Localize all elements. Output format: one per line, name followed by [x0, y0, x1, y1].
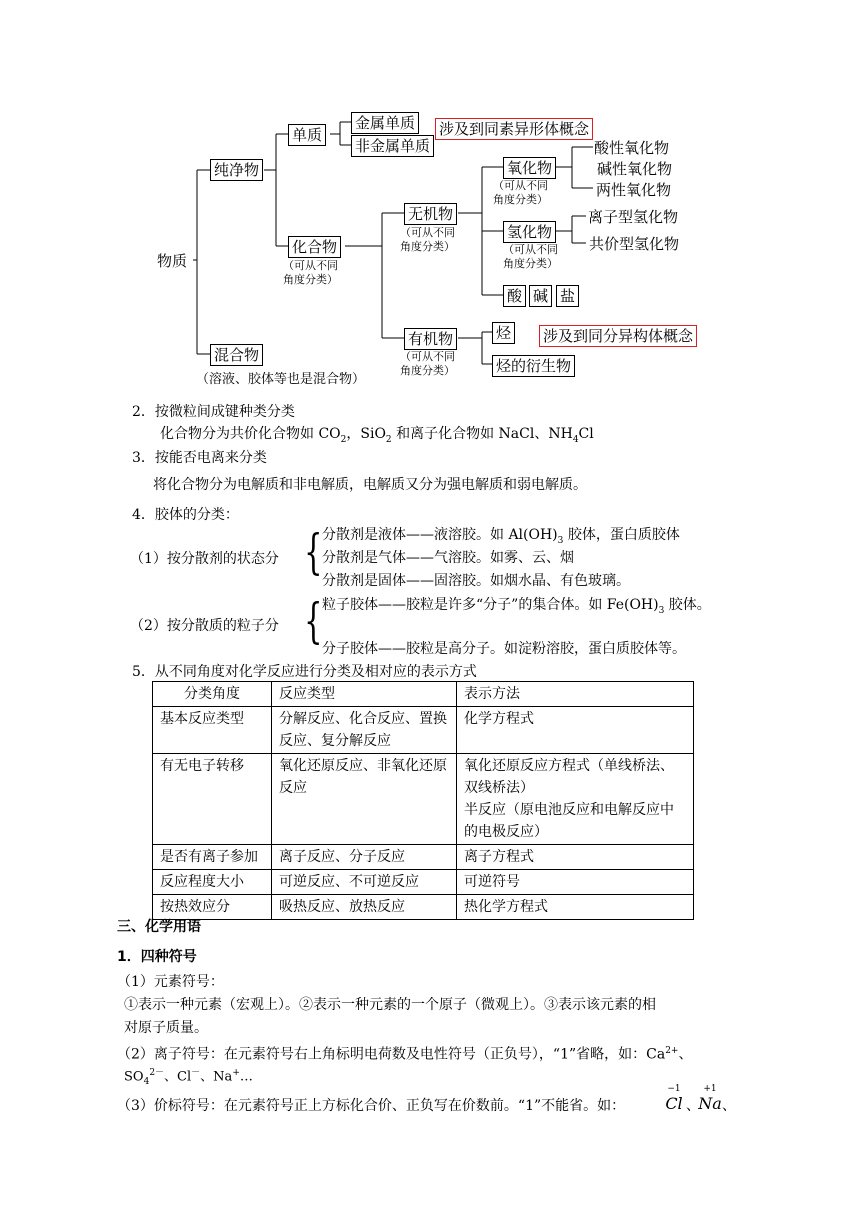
table-header-row — [153, 682, 694, 707]
tree-node-organic: 有机物 — [404, 328, 457, 350]
acidic-oxide: 酸性氧化物 — [594, 139, 670, 157]
colloid-g2-line1: 粒子胶体——胶粒是许多“分子”的集合体。如 $Fe(OH)_3$ 胶体。 — [322, 597, 711, 616]
colloid-group1-label: （1）按分散剂的状态分 — [130, 551, 279, 567]
table-cell: 吸热反应、放热反应 — [272, 895, 457, 920]
table-cell: 离子反应、分子反应 — [272, 845, 457, 870]
table-cell: 分解反应、化合反应、置换反应、复分解反应 — [272, 707, 457, 754]
organic-note: （可从不同 角度分类） — [400, 350, 455, 377]
oxide-note: （可从不同 角度分类） — [493, 179, 548, 206]
tree-node-salt: 盐 — [556, 285, 579, 307]
valence-value: +1 — [703, 1084, 717, 1094]
table-cell — [457, 754, 694, 845]
colloid-g1-line3: 分散剂是固体——固溶胶。如烟水晶、有色玻璃。 — [322, 573, 630, 589]
isomer-note: 涉及到同分异构体概念 — [539, 325, 697, 347]
tree-node-base: 碱 — [529, 285, 552, 307]
tree-node-derivative: 烃的衍生物 — [492, 355, 575, 377]
tree-node-inorganic: 无机物 — [404, 203, 457, 225]
table-cell: 按热效应分 — [153, 895, 272, 920]
compound-note: （可从不同 角度分类） — [283, 259, 338, 286]
tree-node-oxide: 氧化物 — [503, 157, 556, 179]
table-cell: 离子方程式 — [457, 845, 694, 870]
ionic-hydride: 离子型氢化物 — [588, 208, 679, 226]
inorganic-note: （可从不同 角度分类） — [400, 226, 455, 253]
element-symbol: Cl — [665, 1094, 683, 1113]
colloid-g1-line1: 分散剂是液体——液溶胶。如 $Al(OH)_3$ 胶体，蛋白质胶体 — [322, 527, 680, 546]
colloid-g2-line2: 分子胶体——胶粒是高分子。如淀粉溶胶，蛋白质胶体等。 — [322, 641, 686, 657]
brace-1: { — [304, 524, 323, 580]
four-symbols-heading: 1．四种符号 — [117, 949, 197, 965]
chapter-heading: 三、化学用语 — [117, 919, 201, 935]
table-cell: 反应程度大小 — [153, 870, 272, 895]
table-header: 反应类型 — [272, 682, 457, 707]
section-3-heading: 3．按能否电离来分类 — [132, 450, 267, 466]
tree-node-element: 单质 — [288, 124, 326, 146]
tree-node-metal: 金属单质 — [351, 112, 419, 134]
tree-node-hydride: 氢化物 — [503, 221, 556, 243]
table-row — [153, 845, 694, 870]
tree-node-hydrocarbon: 烃 — [492, 322, 515, 344]
mixture-note: （溶液、胶体等也是混合物） — [196, 372, 366, 387]
table-cell: 可逆反应、不可逆反应 — [272, 870, 457, 895]
covalent-hydride: 共价型氢化物 — [589, 235, 680, 253]
table-cell: 基本反应类型 — [153, 707, 272, 754]
table-row — [153, 707, 694, 754]
tree-node-compound: 化合物 — [288, 236, 341, 258]
table-cell: 热化学方程式 — [457, 895, 694, 920]
section-2-body: 化合物分为共价化合物如 $CO_2$，SiO$_2$ 和离子化合物如 NaCl、$NH_4Cl$ — [160, 426, 594, 445]
allotrope-note: 涉及到同素异形体概念 — [435, 118, 593, 140]
tree-node-pure: 纯净物 — [210, 159, 263, 181]
tree-node-acid: 酸 — [503, 285, 526, 307]
tree-root: 物质 — [157, 252, 188, 270]
valence-symbol-line: （3）价标符号：在元素符号正上方标化合价、正负写在价数前。“1”不能省。如： — [117, 1098, 626, 1114]
brace-2: { — [304, 593, 323, 649]
table-cell: 有无电子转移 — [153, 754, 272, 845]
element-symbol: Na — [698, 1094, 722, 1113]
ion-symbol-line2: $SO_4^{2-}$、Cl－、Na+… — [124, 1068, 253, 1087]
table-cell: 是否有离子参加 — [153, 845, 272, 870]
table-cell: 可逆符号 — [457, 870, 694, 895]
element-symbol-body-2: 对原子质量。 — [124, 1020, 208, 1036]
valence-example-na — [698, 1084, 722, 1114]
colloid-g1-line2: 分散剂是气体——气溶胶。如雾、云、烟 — [322, 550, 574, 566]
table-cell: 化学方程式 — [457, 707, 694, 754]
table-cell-line: 氧化还原反应方程式（单线桥法、双线桥法） — [464, 758, 674, 796]
separator: 、 — [722, 1098, 736, 1114]
section-3-body: 将化合物分为电解质和非电解质，电解质又分为强电解质和弱电解质。 — [153, 477, 587, 493]
section-2-heading: 2．按微粒间成键种类分类 — [132, 404, 295, 420]
tree-node-mixture: 混合物 — [210, 344, 263, 366]
hydride-note: （可从不同 角度分类） — [503, 243, 558, 270]
table-cell: 氧化还原反应、非氧化还原反应 — [272, 754, 457, 845]
reaction-classification-table — [152, 681, 694, 920]
section-5-heading: 5．从不同角度对化学反应进行分类及相对应的表示方式 — [132, 664, 477, 680]
table-header: 分类角度 — [153, 682, 272, 707]
amphoteric-oxide: 两性氧化物 — [596, 181, 672, 199]
table-row — [153, 754, 694, 845]
section-4-heading: 4．胶体的分类： — [132, 507, 239, 523]
table-header: 表示方法 — [457, 682, 694, 707]
separator: 、 — [686, 1098, 700, 1114]
basic-oxide: 碱性氧化物 — [597, 160, 673, 178]
ion-symbol-line1: （2）离子符号：在元素符号右上角标明电荷数及电性符号（正负号），“1”省略，如：$Ca^{2+}$、 — [117, 1046, 693, 1063]
element-symbol-body-1: ①表示一种元素（宏观上）。②表示一种元素的一个原子（微观上）。③表示该元素的相 — [124, 997, 656, 1013]
table-row — [153, 870, 694, 895]
element-symbol-title: （1）元素符号： — [117, 974, 224, 990]
valence-example-cl — [664, 1084, 684, 1114]
colloid-group2-label: （2）按分散质的粒子分 — [130, 618, 279, 634]
tree-node-nonmetal: 非金属单质 — [351, 135, 434, 157]
table-row — [153, 895, 694, 920]
table-cell-line: 半反应（原电池反应和电解反应中的电极反应） — [464, 802, 674, 840]
valence-value: −1 — [667, 1084, 681, 1094]
